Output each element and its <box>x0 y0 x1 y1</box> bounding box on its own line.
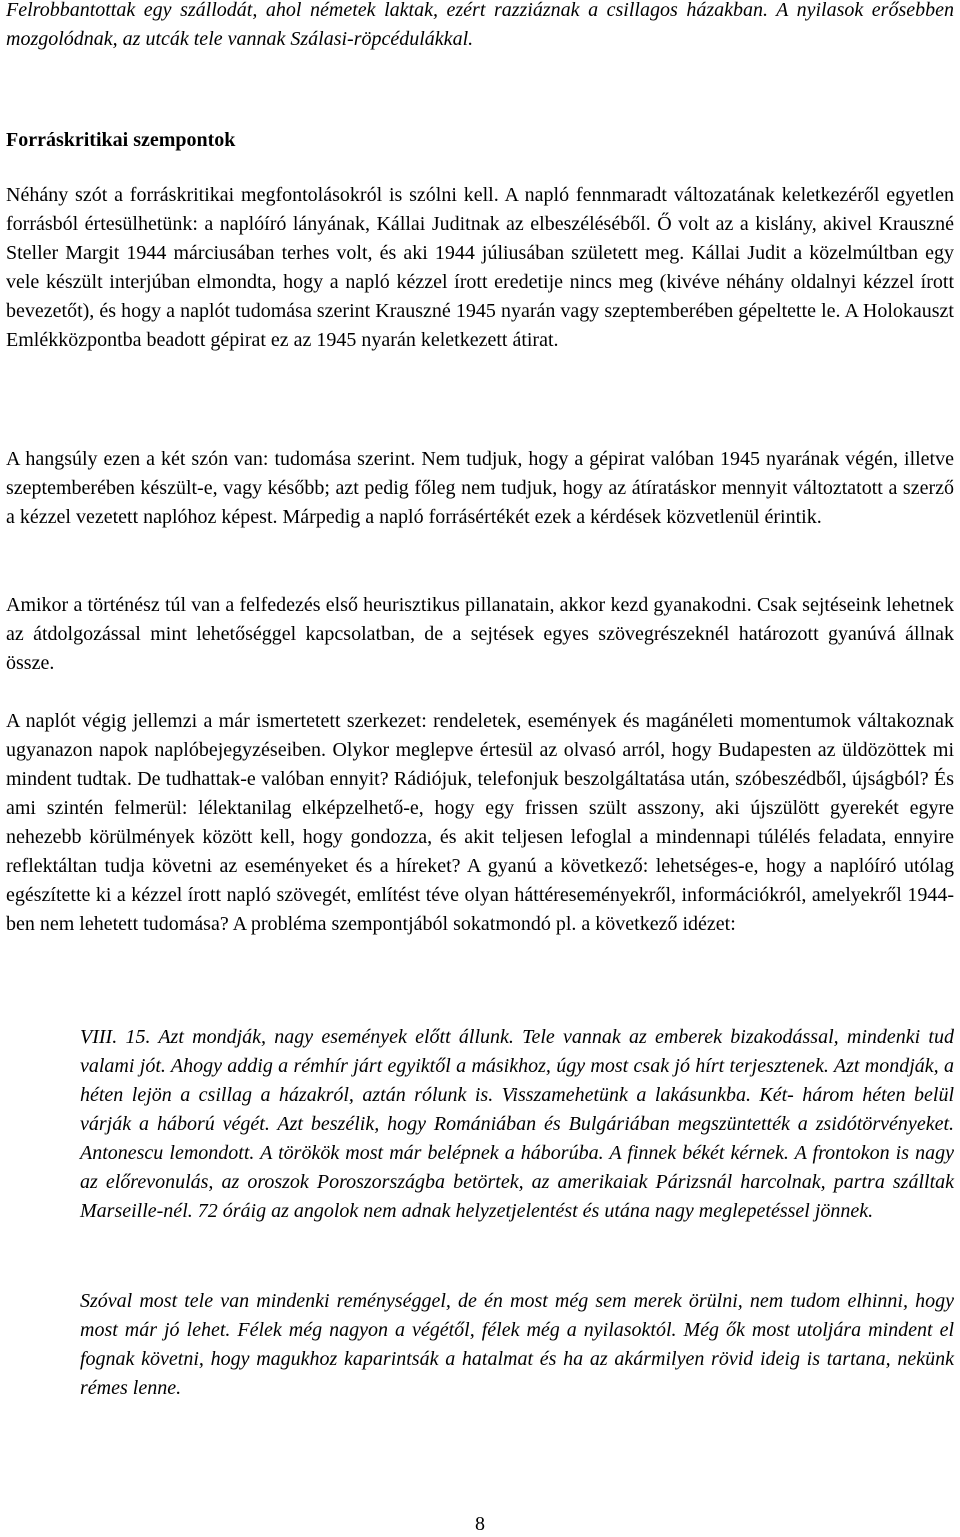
diary-quote-part-2: Szóval most tele van mindenki reménységgel, de én most még sem merek örülni, nem tudom elhinni, hogy most már jó lehet. Félek még nagyon a végétől, félek még a nyilasoktól. Még ők most utoljára mindent el fognak követni, hogy magukhoz kaparintsák a hatalmat és ha az akármilyen rövid ideig is tartana, nekünk rémes lenne. <box>80 1290 954 1399</box>
body-paragraph-1: Néhány szót a forráskritikai megfontolásokról is szólni kell. A napló fennmaradt változatának keletkezéről egyetlen forrásból értesülhetünk: a naplóíró lányának, Kállai Juditnak az elbeszéléséből. Ő volt az a kislány, akivel Krauszné Steller Margit 1944 márciusában terhes volt, és aki 1944 júliusában született meg. Kállai Judit a közelmúltban egy vele készült interjúban elmondta, hogy a napló kézzel írott eredetije nincs meg (kivéve néhány oldalnyi kézzel írott bevezetőt), és hogy a naplót tudomása szerint Krauszné 1945 nyarán vagy szeptemberében gépeltette le. A Holokauszt Emlékközpontba beadott gépirat ez az 1945 nyarán keletkezett átirat. <box>6 184 954 351</box>
section-heading: Forráskritikai szempontok <box>6 129 236 151</box>
intro-italic-paragraph: Felrobbantottak egy szállodát, ahol németek laktak, ezért razziáznak a csillagos házakban. A nyilasok erősebben mozgolódnak, az utcák tele vannak Szálasi-röpcédulákkal. <box>6 0 954 50</box>
diary-quote-part-1: VIII. 15. Azt mondják, nagy események előtt állunk. Tele vannak az emberek bizakodással, mindenki tud valami jót. Ahogy addig a rémhír járt egyiktől a másikhoz, úgy most csak jó hírt terjesztenek. Azt mondják, a héten lejön a csillag a házakról, aztán rólunk is. Visszamehetünk a lakásunkba. Két- három héten belül várják a háború végét. Azt beszélik, hogy Romániában és Bulgáriában megszüntették a zsidótörvényeket. Antonescu lemondott. A törökök most már belépnek a háborúba. A finnek békét kérnek. A frontokon is nagy az előrevonulás, az oroszok Poroszországba betörtek, az amerikaiak Párizsnál harcolnak, partra szálltak Marseille-nél. 72 óráig az angolok nem adnak helyzetjelentést és utána nagy meglepetéssel jönnek. <box>80 1026 954 1222</box>
body-paragraph-4: A naplót végig jellemzi a már ismertetett szerkezet: rendeletek, események és magánéleti momentumok váltakoznak ugyanazon napok naplóbejegyzéseiben. Olykor meglepve értesül az olvasó arról, hogy Budapesten az üldözöttek mi mindent tudtak. De tudhattak-e valóban ennyit? Rádiójuk, telefonjuk beszolgáltatása után, szóbeszédből, újságból? És ami szintén felmerül: lélektanilag elképzelhető-e, hogy egy frissen szült asszony, aki újszülött gyerekét egyre nehezebb körülmények között kell, hogy gondozza, és akit teljesen lefoglal a mindennapi túlélés feladata, ennyire reflektáltan tudja követni az eseményeket és a híreket? A gyanú a következő: lehetséges-e, hogy a naplóíró utólag egészítette ki a kézzel írott napló szövegét, említést téve olyan háttéreseményekről, információkról, amelyekről 1944-ben nem lehetett tudomása? A probléma szempontjából sokatmondó pl. a következő idézet: <box>6 710 954 935</box>
body-paragraph-3: Amikor a történész túl van a felfedezés első heurisztikus pillanatain, akkor kezd gyanakodni. Csak sejtéseink lehetnek az átdolgozással mint lehetőséggel kapcsolatban, de a sejtések egyes szövegrészeknél határozott gyanúvá állnak össze. <box>6 594 954 674</box>
page-number: 8 <box>475 1513 485 1535</box>
body-paragraph-2: A hangsúly ezen a két szón van: tudomása szerint. Nem tudjuk, hogy a gépirat valóban 1945 nyarának végén, illetve szeptemberében készült-e, vagy később; azt pedig főleg nem tudjuk, hogy az átíratáskor mennyit változtatott a szerző a kézzel vezetett naplóhoz képest. Márpedig a napló forrásértékét ezek a kérdések közvetlenül érintik. <box>6 448 954 528</box>
